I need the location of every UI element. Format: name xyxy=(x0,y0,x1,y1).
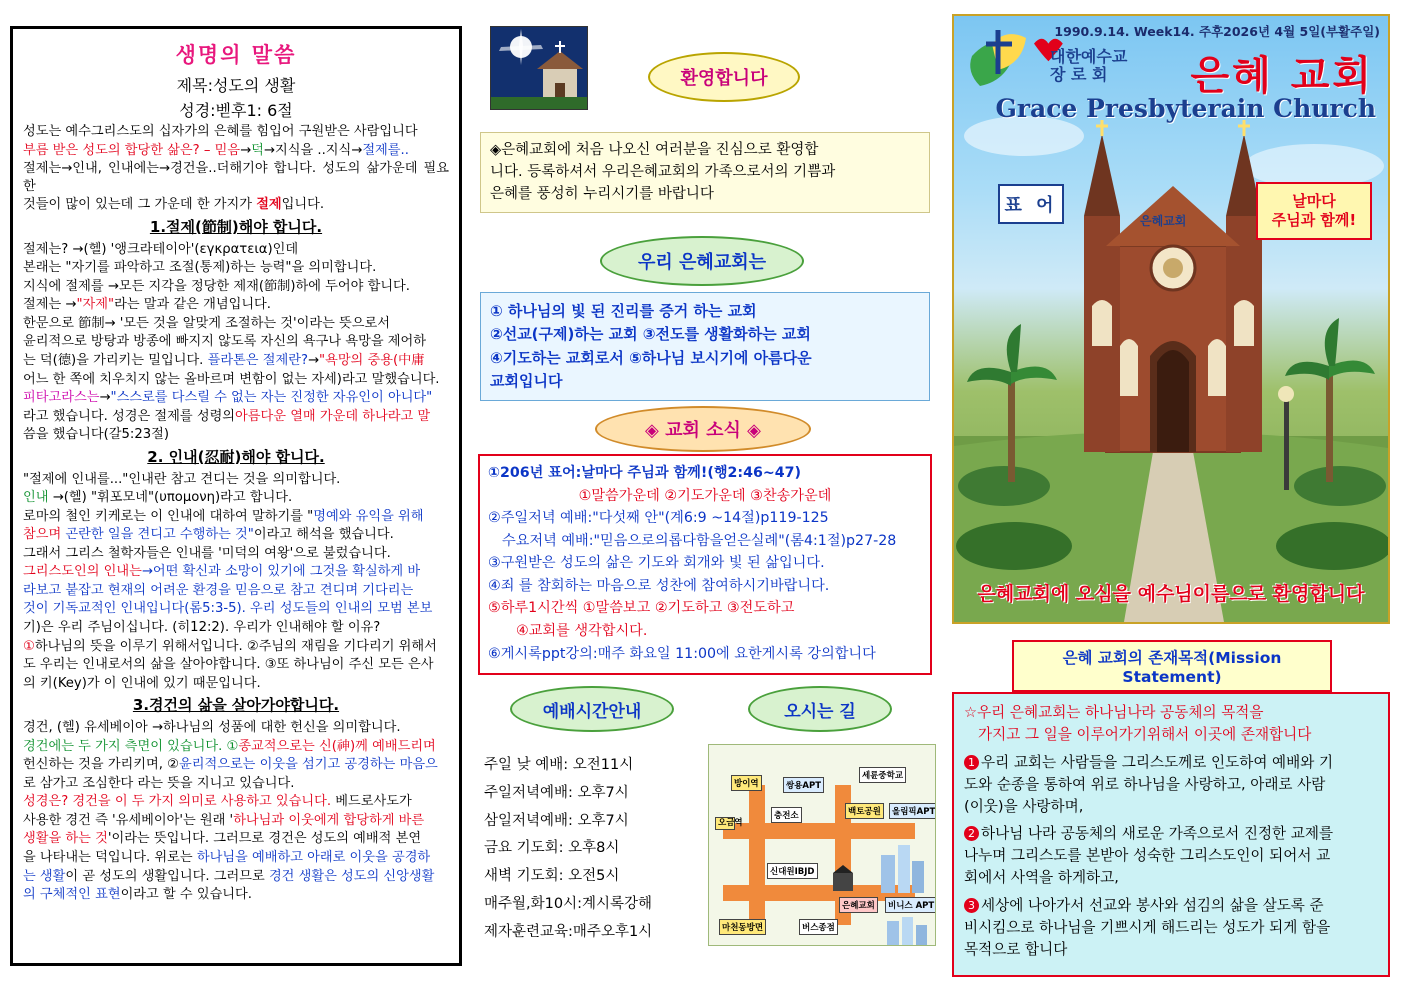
s3-line-5: 성경은? 경건을 이 두 가지 의미로 사용하고 있습니다. 베드로사도가 xyxy=(23,794,412,810)
s3-line-4: 로 삼가고 조심한다 라는 뜻을 지니고 있습니다. xyxy=(23,775,295,791)
sermon-intro-2: 부름 받은 성도의 합당한 삶은? – 믿음→덕→지식을 ..지식→절제를.. xyxy=(23,142,409,158)
s1-line-2: 본래는 "자기를 파악하고 조절(통제)하는 능력"을 의미합니다. xyxy=(23,260,377,276)
mission-point-3: 3 세상에 나아가서 선교와 봉사와 섬김의 삶을 살도록 준 비시킴으로 하나님을 기쁘시게 해드리는 성도가 되게 함을 목적으로 합니다 xyxy=(964,897,1331,958)
s1-line-7: 는 덕(德)을 가리키는 밀입니다. 플라톤은 절제란?→"욕망의 중용(中庸 xyxy=(23,352,425,368)
mission-point-2: 2 하나님 나라 공동체의 새로운 가족으로서 진정한 교제를 나누며 그리스도를 본받아 성숙한 그리스도인이 되어서 교 회에서 사역을 하게하고, xyxy=(964,825,1334,887)
map-label-charging-station: 충전소 xyxy=(771,807,802,823)
slogan-box: 날마다 주님과 함께! xyxy=(1256,182,1372,240)
s2-line-4: 참으며 곤란한 일을 견디고 수행하는 것"이라고 해석을 했습니다. xyxy=(23,527,394,543)
map-label-serun-school: 세륜중학교 xyxy=(859,767,906,783)
news-item-3: 수요저녁 예배:"믿음으로의롭다함을얻은실례"(롬4:1절)p27-28 xyxy=(502,532,897,549)
s1-line-8: 어느 한 쪽에 치우치지 않는 올바르며 변함이 없는 자세)라고 말했습니다. xyxy=(23,371,440,387)
s3-line-1: 경건, (헬) 유세베이아 →하나님의 성품에 대한 헌신을 의미합니다. xyxy=(23,720,401,736)
welcome-line-2: 니다. 등록하셔서 우리은혜교회의 가족으로서의 기쁨과 xyxy=(490,163,836,180)
sermon-intro-1: 성도는 예수그리스도의 십자가의 은혜를 힘입어 구원받은 사람입니다 xyxy=(23,124,418,139)
mission-statement-box xyxy=(952,692,1390,977)
sermon-intro-4: 것들이 많이 있는데 그 가운데 한 가지가 절제입니다. xyxy=(23,197,325,213)
s1-line-11: 씀을 했습니다(갈5:23절) xyxy=(23,427,170,443)
schedule-item: 주일저녁예배: 오후7시 xyxy=(484,784,629,801)
directions-bubble: 오시는 길 xyxy=(748,686,892,732)
church-news-bubble: ◈ 교회 소식 ◈ xyxy=(595,406,811,452)
map-label-venice-apt: 비니스 APT xyxy=(885,897,936,913)
service-schedule-list xyxy=(484,752,704,947)
s2-line-3: 로마의 철인 키케로는 이 인내에 대하여 말하기를 "명예와 유익을 위해 xyxy=(23,508,424,524)
news-item-6: ⑤하루1시간씩 ①말씀보고 ②기도하고 ③전도하고 xyxy=(488,600,795,617)
s2-line-5: 그래서 그리스 철학자들은 인내를 '미덕의 여왕'으로 불렀습니다. xyxy=(23,545,391,561)
service-time-bubble: 예배시간안내 xyxy=(510,686,674,732)
our-line-3: ④기도하는 교회로서 ⑤하나님 보시기에 아름다운 xyxy=(490,348,812,367)
church-illustration-icon xyxy=(491,27,587,109)
schedule-item: 제자훈련교육:매주오후1시 xyxy=(484,923,653,940)
map-road-vertical xyxy=(749,785,765,925)
s1-line-10: 라고 했습니다. 성경은 절제를 성령의아름다운 열매 가운데 하나라고 말 xyxy=(23,408,431,424)
sermon-panel xyxy=(10,26,462,966)
s2-line-10: 도 우리는 인내로서의 삶을 살아야합니다. ③또 하나님이 주신 모든 은사 xyxy=(23,657,434,673)
schedule-item: 주일 낮 예배: 오전11시 xyxy=(484,757,634,773)
welcome-message-box xyxy=(480,132,930,213)
announcements-panel xyxy=(470,14,940,974)
mission-point-1: 1 우리 교회는 사람들을 그리스도께로 인도하여 예배와 기 도와 순종을 통하여 위로 하나님을 사랑하고, 아래로 사람 (이웃)을 사랑하며, xyxy=(964,753,1334,815)
welcome-line-3: 은혜를 풍성히 누리시기를 바랍니다 xyxy=(490,185,714,202)
slogan-label: 표 어 xyxy=(998,184,1064,224)
s3-line-6: 사용한 경건 즉 '유세베이아'는 원래 '하나님과 이웃에게 합당하게 바른 xyxy=(23,812,425,828)
poster-date: 1990.9.14. Week14. 주후2026년 4월 5일(부활주일) xyxy=(1054,24,1380,39)
map-label-seminary: 신대원IBJD xyxy=(767,863,818,879)
schedule-item: 매주월,화10시:계시록강해 xyxy=(484,896,653,913)
s2-line-1: "절제에 인내를..."인내란 참고 견디는 것을 의미합니다. xyxy=(23,471,341,487)
mission-statement-title: 은혜 교회의 존재목적(Mission Statement) xyxy=(1012,640,1332,692)
map-label-baekto-park: 백토공원 xyxy=(845,803,884,819)
apartment-icon xyxy=(885,915,929,945)
s2-line-11: 의 키(Key)가 이 인내에 있기 때문입니다. xyxy=(23,675,261,691)
s3-line-2: 경건에는 두 가지 측면이 있습니다. ①종교적으로는 신(神)께 예배드리며 xyxy=(23,738,436,754)
s2-line-9: ①하나님의 뜻을 이루기 위해서입니다. ②주님의 재림을 기다리기 위해서 xyxy=(23,638,437,654)
section-heading-2: 2. 인내(忍耐)해야 합니다. xyxy=(147,447,325,466)
map-label-bangi-station: 방이역 xyxy=(731,775,762,791)
our-church-bubble: 우리 은혜교회는 xyxy=(600,236,804,286)
s1-line-6: 윤리적으로 방탕과 방종에 빠지지 않도록 자신의 욕구나 욕망을 제어하 xyxy=(23,334,426,350)
church-marker-icon xyxy=(829,863,857,893)
sermon-body xyxy=(23,123,449,904)
welcome-bubble: 환영합니다 xyxy=(648,52,800,102)
building-cluster-icon xyxy=(879,841,925,893)
news-item-4: ③구원받은 성도의 삶은 기도와 회개와 빛 된 삶입니다. xyxy=(488,555,825,572)
our-line-2: ②선교(구제)하는 교회 ③전도를 생활화하는 교회 xyxy=(490,325,811,344)
number-badge-2: 2 xyxy=(964,826,979,841)
number-badge-3: 3 xyxy=(964,898,979,913)
map-label-ssangyong-apt: 쌍용APT xyxy=(783,777,824,793)
map-label-ogeum-station: 오금역 xyxy=(715,817,735,830)
news-item-1: ①말씀가운데 ②기도가운데 ③찬송가운데 xyxy=(578,487,832,504)
our-line-4: 교회입니다 xyxy=(490,371,563,390)
sermon-subject: 제목:성도의 생활 xyxy=(176,76,296,95)
s1-line-9: 피타고라스는→"스스로를 다스릴 수 없는 자는 진정한 자유인이 아니다" xyxy=(23,390,433,406)
s2-line-7: 라보고 붙잡고 현재의 어려운 환경을 믿음으로 참고 견디며 기다리는 xyxy=(23,582,414,598)
news-item-5: ④죄 를 참회하는 마음으로 성찬에 참여하시기바랍니다. xyxy=(488,577,830,594)
s2-line-8: 것이 기독교적인 인내입니다(롬5:3-5). 우리 성도들의 인내의 모범 본보 xyxy=(23,601,433,617)
church-news-box xyxy=(478,454,932,675)
our-church-box xyxy=(480,292,930,401)
page-title: 생명의 말씀 xyxy=(175,43,297,67)
news-item-0: ①206년 표어:날마다 주님과 함께!(행2:46~47) xyxy=(488,465,801,481)
s2-line-6: 그리스도인의 인내는→어떤 확신과 소망이 있기에 그것을 확실하게 바 xyxy=(23,564,421,580)
map-label-bus-terminal: 버스종점 xyxy=(799,919,838,935)
news-item-2: ②주일저녁 예배:"다섯째 안"(계6:9 ~14절)p119-125 xyxy=(488,510,829,527)
s3-line-7: 생활을 하는 것'이라는 뜻입니다. 그러므로 경건은 성도의 예배적 본연 xyxy=(23,831,422,847)
welcome-line-1: ◈은혜교회에 처음 나오신 여러분을 진심으로 환영합 xyxy=(490,142,819,158)
location-map xyxy=(708,744,936,946)
church-name-english: Grace Presbyterain Church xyxy=(995,94,1376,123)
number-badge-1: 1 xyxy=(964,755,979,770)
poster-welcome-banner: 은혜교회에 오심을 예수님이름으로 환영합니다 xyxy=(977,583,1365,605)
map-label-macheon-direction: 마천동방면 xyxy=(719,919,766,935)
church-photo-icon xyxy=(490,26,588,110)
schedule-item: 새벽 기도회: 오전5시 xyxy=(484,868,620,885)
s3-line-8: 을 나타내는 덕입니다. 위로는 하나님을 예배하고 아래로 이웃을 공경하 xyxy=(23,849,431,865)
s1-line-5: 한문으로 節制→ '모든 것을 알맞게 조절하는 것'이라는 뜻으로서 xyxy=(23,315,391,331)
s3-line-3: 헌신하는 것을 가리키며, ②윤리적으로는 이웃을 섬기고 공경하는 마음으 xyxy=(23,757,438,773)
schedule-item: 삼일저녁예배: 오후7시 xyxy=(484,812,629,829)
schedule-item: 금요 기도회: 오후8시 xyxy=(484,840,620,857)
s1-line-3: 지식에 절제를 →모든 지각을 정당한 제재(節制)하에 두어야 합니다. xyxy=(23,278,410,294)
section-heading-1: 1.절제(節制)해야 합니다. xyxy=(149,217,323,236)
map-label-grace-church: 은혜교회 xyxy=(839,897,878,913)
s1-line-4: 절제는 →"자제"라는 말과 같은 개념입니다. xyxy=(23,297,271,313)
s2-line-2: 인내 →(헬) "휘포모네"(υπομονη)라고 합니다. xyxy=(23,490,293,506)
map-label-olympic-apt: 올림픽APT xyxy=(889,803,936,819)
sermon-scripture: 성경:벧후1: 6절 xyxy=(179,101,293,120)
section-heading-3: 3.경건의 삶을 살아가야합니다. xyxy=(132,696,340,715)
news-item-8: ⑥게시록ppt강의:매주 화요일 11:00에 요한게시록 강의합니다 xyxy=(488,645,876,662)
mission-intro: ☆우리 은혜교회는 하나님나라 공동체의 목적을 가지고 그 일을 이루어가기위해서 이곳에 존재합니다 xyxy=(964,704,1312,743)
news-item-7: ④교회를 생각합시다. xyxy=(516,623,648,640)
s2-line-8b: 기)은 우리 주님이십니다. (히12:2). 우리가 인내해야 할 이유? xyxy=(23,620,381,635)
s3-line-9: 는 생활이 곧 성도의 생활입니다. 그러므로 경건 생활은 성도의 신앙생활 xyxy=(23,868,435,884)
church-cover-poster xyxy=(952,14,1390,624)
church-tag-label: 은혜교회 xyxy=(1140,214,1187,228)
denomination-name: 대한예수교 장 로 회 xyxy=(1050,47,1128,85)
our-line-1: ① 하나님의 빛 된 진리를 증거 하는 교회 xyxy=(490,302,757,320)
church-name-korean: 은혜 교회 xyxy=(1190,53,1374,99)
sermon-intro-3: 절제는→인내, 인내에는→경건을..더해기야 합니다. 성도의 삶가운데 필요한 xyxy=(23,161,449,194)
cover-panel xyxy=(952,14,1392,974)
s3-line-10: 의 구체적인 표현이라고 할 수 있습니다. xyxy=(23,887,252,903)
s1-line-1: 절제는? →(헬) '앵크라테이아'(εγκρατεια)인데 xyxy=(23,241,299,257)
